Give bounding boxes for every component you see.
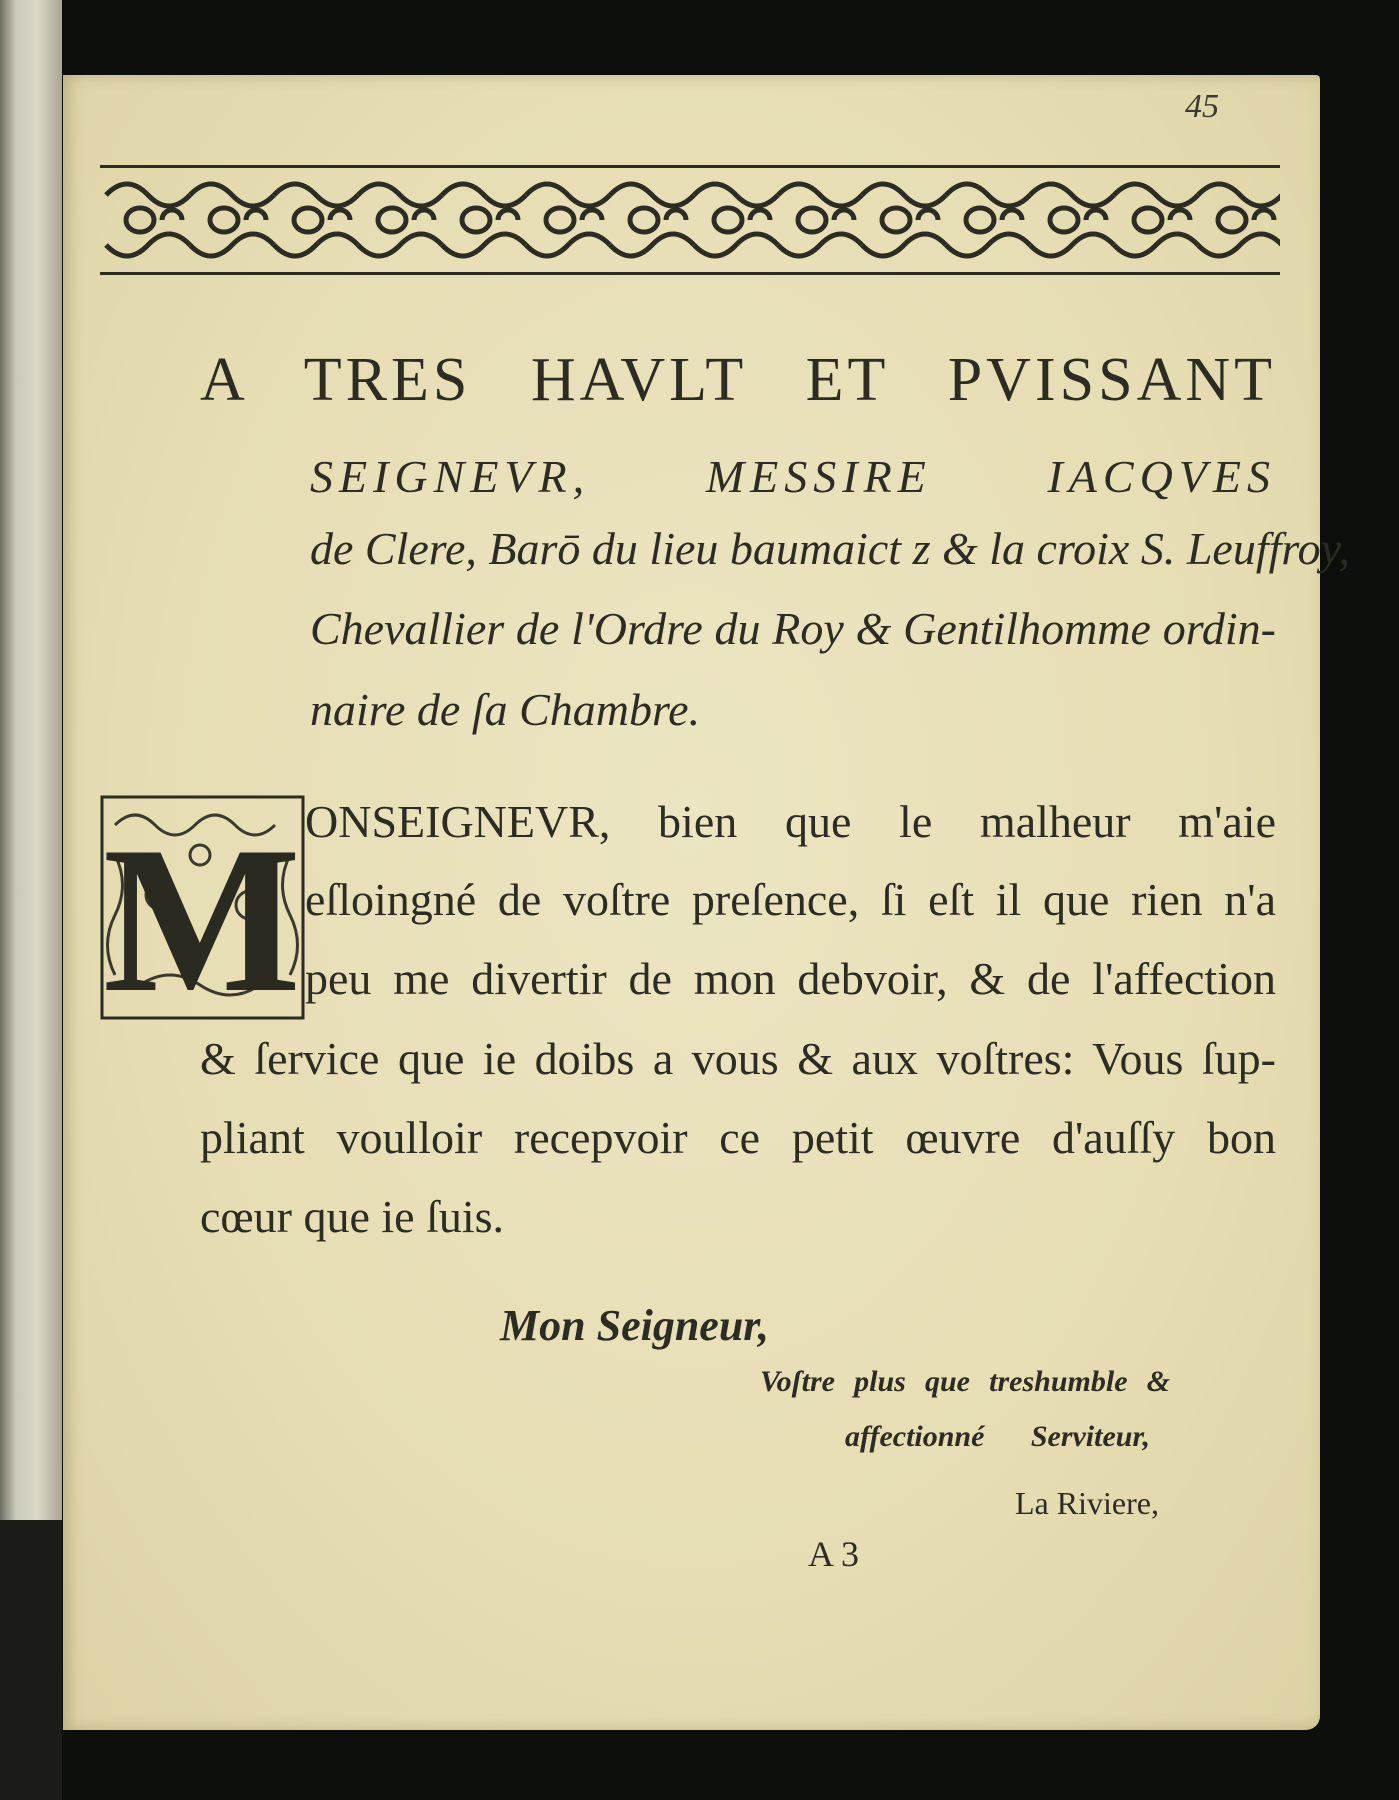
signature: La Riviere,	[1015, 1485, 1159, 1521]
ornament-motif	[1198, 184, 1280, 256]
ornament-motif	[1114, 184, 1198, 256]
ornament-motif	[862, 184, 946, 256]
ornament-motif	[358, 184, 442, 256]
body-line-5: pliant voulloir recepvoir ce petit œuvre d'auſſy bon	[200, 1112, 1276, 1163]
body-line-1: ONSEIGNEVR, bien que le malheur m'aie	[305, 796, 1276, 847]
drop-cap-letter: M	[102, 804, 302, 1020]
closing-line-2: affectionné Serviteur,	[845, 1420, 1150, 1453]
ornamental-header-band	[100, 165, 1280, 275]
ornament-motif	[190, 184, 274, 256]
body-line-4: & ſervice que ie doibs a vous & aux voſtres: Vous ſup-	[200, 1033, 1276, 1084]
heading-line-5: naire de ſa Chambre.	[310, 684, 701, 735]
ornament-motif	[526, 184, 610, 256]
signature-mark: A 3	[808, 1534, 860, 1574]
heading-line-1: A TRES HAVLT ET PVISSANT	[200, 346, 1276, 414]
body-line-6: cœur que ie ſuis.	[200, 1191, 505, 1242]
ornament-motif	[694, 184, 778, 256]
ornament-motif	[946, 184, 1030, 256]
closing-line-1: Voſtre plus que treshumble &	[760, 1365, 1170, 1398]
closing-salutation: Mon Seigneur,	[500, 1301, 769, 1350]
heading-line-3: de Clere, Barō du lieu baumaict z & la croix S. Leuffroy,	[310, 523, 1350, 574]
previous-page-edge	[0, 0, 62, 1520]
ornament-motif	[442, 184, 526, 256]
ornament-motif	[106, 184, 190, 256]
ornament-motif	[610, 184, 694, 256]
decorated-initial	[100, 795, 305, 1020]
body-line-2: eſloingné de voſtre preſence, ſi eſt il que rien n'a	[305, 874, 1276, 925]
heading-line-2: SEIGNEVR, MESSIRE IACQVES	[310, 451, 1276, 502]
ornament-motif	[778, 184, 862, 256]
background	[0, 1520, 62, 1800]
heading-line-4: Chevallier de l'Ordre du Roy & Gentilhomme ordin-	[310, 603, 1276, 654]
body-line-3: peu me divertir de mon debvoir, & de l'affection	[305, 953, 1276, 1004]
ornament-motif	[274, 184, 358, 256]
page-number: 45	[1185, 88, 1219, 125]
ornament-motif	[1030, 184, 1114, 256]
